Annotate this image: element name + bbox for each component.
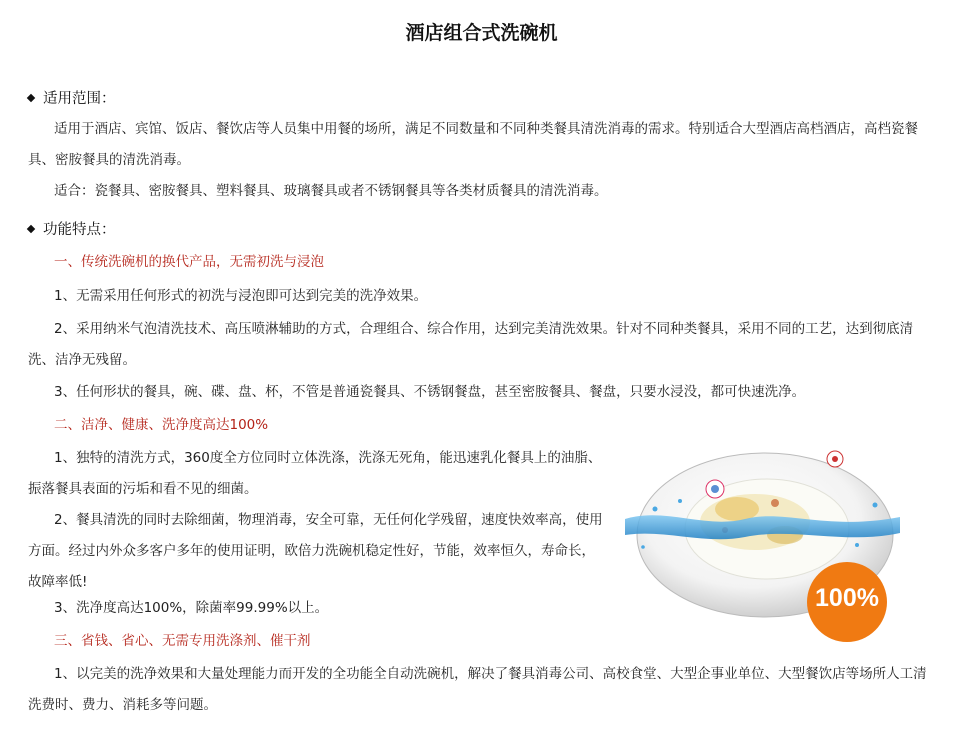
- feature-1-item-1: 1、无需采用任何形式的初洗与浸泡即可达到完美的洗净效果。: [54, 288, 428, 304]
- scope-paragraph-1: 适用于酒店、宾馆、饭店、餐饮店等人员集中用餐的场所，满足不同数量和不同种类餐具清洗消毒的需求。特别适合大型酒店高档酒店，高档瓷餐具、密胺餐具的清洗消毒。: [28, 121, 918, 168]
- plate-illustration: [625, 437, 900, 652]
- page-title: 酒店组合式洗碗机: [405, 22, 558, 44]
- feature-1-item-3: 3、任何形状的餐具，碗、碟、盘、杯，不管是普通瓷餐具、不锈钢餐盘，甚至密胺餐具、餐盘，只要水浸没，都可快速洗净。: [54, 384, 806, 400]
- diamond-bullet-icon: [27, 225, 35, 233]
- diamond-bullet-icon: [27, 94, 35, 102]
- scope-paragraph-2: 适合：瓷餐具、密胺餐具、塑料餐具、玻璃餐具或者不锈钢餐具等各类材质餐具的清洗消毒。: [54, 183, 608, 199]
- feature-2-item-1: 1、独特的清洗方式，360度全方位同时立体洗涤，洗涤无死角，能迅速乳化餐具上的油脂、振落餐具表面的污垢和看不见的细菌。: [28, 450, 602, 497]
- clean-plate-image: [625, 437, 900, 652]
- section-heading-label: 适用范围：: [43, 91, 116, 107]
- section-heading-label: 功能特点：: [43, 222, 116, 238]
- section-heading-scope: [26, 87, 116, 108]
- feature-2-item-2: 2、餐具清洗的同时去除细菌，物理消毒，安全可靠，无任何化学残留，速度快效率高，使用方面。经过内外众多客户多年的使用证明，欧倍力洗碗机稳定性好，节能，效率恒久，寿命长，故障率低!: [28, 512, 603, 590]
- subheading-2: 二、洁净、健康、洗净度高达100%: [54, 417, 269, 433]
- subheading-3: 三、省钱、省心、无需专用洗涤剂、催干剂: [54, 633, 311, 649]
- feature-2-item-3: 3、洗净度高达100%，除菌率99.99%以上。: [54, 600, 329, 616]
- percent-badge-label: 100%: [815, 584, 879, 612]
- section-heading-features: [26, 218, 116, 239]
- feature-1-item-2: 2、采用纳米气泡清洗技术、高压喷淋辅助的方式，合理组合、综合作用，达到完美清洗效果。针对不同种类餐具，采用不同的工艺，达到彻底清洗、洁净无残留。: [28, 321, 914, 368]
- subheading-1: 一、传统洗碗机的换代产品，无需初洗与浸泡: [54, 254, 324, 270]
- feature-3-item-1: 1、以完美的洗净效果和大量处理能力而开发的全功能全自动洗碗机，解决了餐具消毒公司、高校食堂、大型企事业单位、大型餐饮店等场所人工清洗费时、费力、消耗多等问题。: [28, 666, 927, 713]
